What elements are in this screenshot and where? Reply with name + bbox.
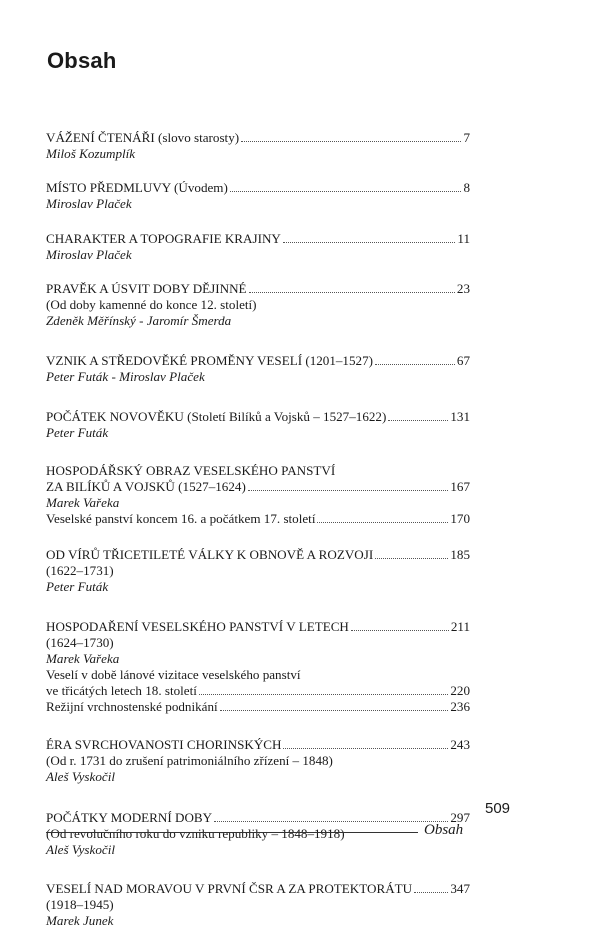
toc-title: ve třicátých letech 18. století — [46, 683, 197, 698]
dot-leader — [249, 292, 455, 293]
toc-page-number: 243 — [450, 737, 470, 752]
toc-entry — [46, 353, 470, 385]
dot-leader — [241, 141, 461, 142]
toc-author: Marek Vařeka — [46, 651, 120, 666]
dot-leader — [375, 558, 448, 559]
page-title: Obsah — [47, 48, 117, 73]
toc-line — [46, 683, 470, 699]
toc-subtitle: (1624–1730) — [46, 635, 114, 650]
toc-author: Miroslav Plaček — [46, 196, 132, 211]
toc-title: OD VÍRŮ TŘICETILETÉ VÁLKY K OBNOVĚ A ROZVOJI — [46, 547, 374, 562]
toc-entry — [46, 409, 470, 441]
dot-leader — [388, 420, 448, 421]
toc-subtitle: (1918–1945) — [46, 897, 114, 912]
toc-line — [46, 511, 470, 527]
toc-title: HOSPODAŘENÍ VESELSKÉHO PANSTVÍ V LETECH — [46, 619, 349, 634]
toc-title: PRAVĚK A ÚSVIT DOBY DĚJINNÉ — [46, 281, 247, 296]
dot-leader — [375, 364, 455, 365]
toc-entry — [46, 881, 470, 929]
footer-label: Obsah — [424, 822, 464, 838]
toc-subtitle: (Od r. 1731 do zrušení patrimoniálního zřízení – 1848) — [46, 753, 333, 768]
toc-line — [46, 353, 470, 369]
toc-author: Peter Futák — [46, 425, 109, 440]
toc-entry — [46, 130, 470, 162]
toc-page-number: 7 — [463, 130, 470, 145]
toc-entry — [46, 737, 470, 785]
toc-author: Peter Futák — [46, 579, 109, 594]
toc-author: Aleš Vyskočil — [46, 842, 115, 857]
toc-page-number: 170 — [450, 511, 470, 526]
toc-author: Marek Junek — [46, 913, 114, 928]
toc-line — [46, 547, 470, 563]
toc-line — [46, 881, 470, 897]
toc-line — [46, 409, 470, 425]
toc-entry — [46, 463, 470, 527]
dot-leader — [248, 490, 449, 491]
toc-entry — [46, 810, 470, 858]
toc-subtitle: (1622–1731) — [46, 563, 114, 578]
dot-leader — [317, 522, 448, 523]
toc-page-number: 131 — [450, 409, 470, 424]
toc-entry — [46, 281, 470, 329]
toc-title: Režijní vrchnostenské podnikání — [46, 699, 218, 714]
table-of-contents — [46, 130, 470, 929]
page-number: 509 — [485, 800, 511, 817]
toc-entry — [46, 619, 470, 715]
toc-title: POČÁTKY MODERNÍ DOBY — [46, 810, 213, 825]
toc-subtitle: HOSPODÁŘSKÝ OBRAZ VESELSKÉHO PANSTVÍ — [46, 463, 336, 478]
toc-line — [46, 619, 470, 635]
toc-page-number: 11 — [457, 231, 470, 246]
dot-leader — [220, 710, 449, 711]
toc-title: ZA BILÍKŮ A VOJSKŮ (1527–1624) — [46, 479, 246, 494]
dot-leader — [283, 242, 456, 243]
toc-line — [46, 479, 470, 495]
toc-page-number: 8 — [463, 180, 470, 195]
toc-title: VZNIK A STŘEDOVĚKÉ PROMĚNY VESELÍ (1201–1527) — [46, 353, 373, 368]
toc-line — [46, 231, 470, 247]
toc-title: VESELÍ NAD MORAVOU V PRVNÍ ČSR A ZA PROTEKTORÁTU — [46, 881, 413, 896]
toc-line — [46, 737, 470, 753]
dot-leader — [214, 821, 448, 822]
toc-subtitle: (Od doby kamenné do konce 12. století) — [46, 297, 257, 312]
toc-subtitle: Veselí v době lánové vizitace veselského panství — [46, 667, 301, 682]
toc-entry — [46, 180, 470, 212]
toc-page-number: 67 — [456, 353, 470, 368]
toc-line — [46, 130, 470, 146]
toc-title: ÉRA SVRCHOVANOSTI CHORINSKÝCH — [46, 737, 282, 752]
toc-page-number: 220 — [450, 683, 470, 698]
toc-title: POČÁTEK NOVOVĚKU (Století Bilíků a Vojsků – 1527–1622) — [46, 409, 387, 424]
toc-entry — [46, 231, 470, 263]
footer-rule — [46, 832, 418, 833]
toc-entry — [46, 547, 470, 595]
dot-leader — [283, 748, 448, 749]
toc-author: Miloš Kozumplík — [46, 146, 136, 161]
toc-page-number: 167 — [450, 479, 470, 494]
toc-author: Marek Vařeka — [46, 495, 120, 510]
toc-page-number: 23 — [456, 281, 470, 296]
toc-title: CHARAKTER A TOPOGRAFIE KRAJINY — [46, 231, 281, 246]
toc-author: Aleš Vyskočil — [46, 769, 115, 784]
toc-title: Veselské panství koncem 16. a počátkem 17. století — [46, 511, 316, 526]
toc-title: VÁŽENÍ ČTENÁŘI (slovo starosty) — [46, 130, 240, 145]
toc-author: Miroslav Plaček — [46, 247, 132, 262]
toc-subtitle: (Od revolučního roku do vzniku republiky – 1848–1918) — [46, 826, 345, 841]
toc-line — [46, 180, 470, 196]
toc-page-number: 185 — [450, 547, 470, 562]
dot-leader — [199, 694, 448, 695]
toc-line — [46, 810, 470, 826]
toc-title: MÍSTO PŘEDMLUVY (Úvodem) — [46, 180, 228, 195]
toc-line — [46, 281, 470, 297]
toc-line — [46, 699, 470, 715]
toc-page-number: 236 — [450, 699, 470, 714]
dot-leader — [230, 191, 462, 192]
toc-page-number: 297 — [450, 810, 470, 825]
toc-page-number: 211 — [450, 619, 470, 634]
toc-author: Zdeněk Měřínský - Jaromír Šmerda — [46, 313, 232, 328]
toc-page-number: 347 — [450, 881, 470, 896]
dot-leader — [351, 630, 449, 631]
toc-author: Peter Futák - Miroslav Plaček — [46, 369, 205, 384]
dot-leader — [414, 892, 448, 893]
